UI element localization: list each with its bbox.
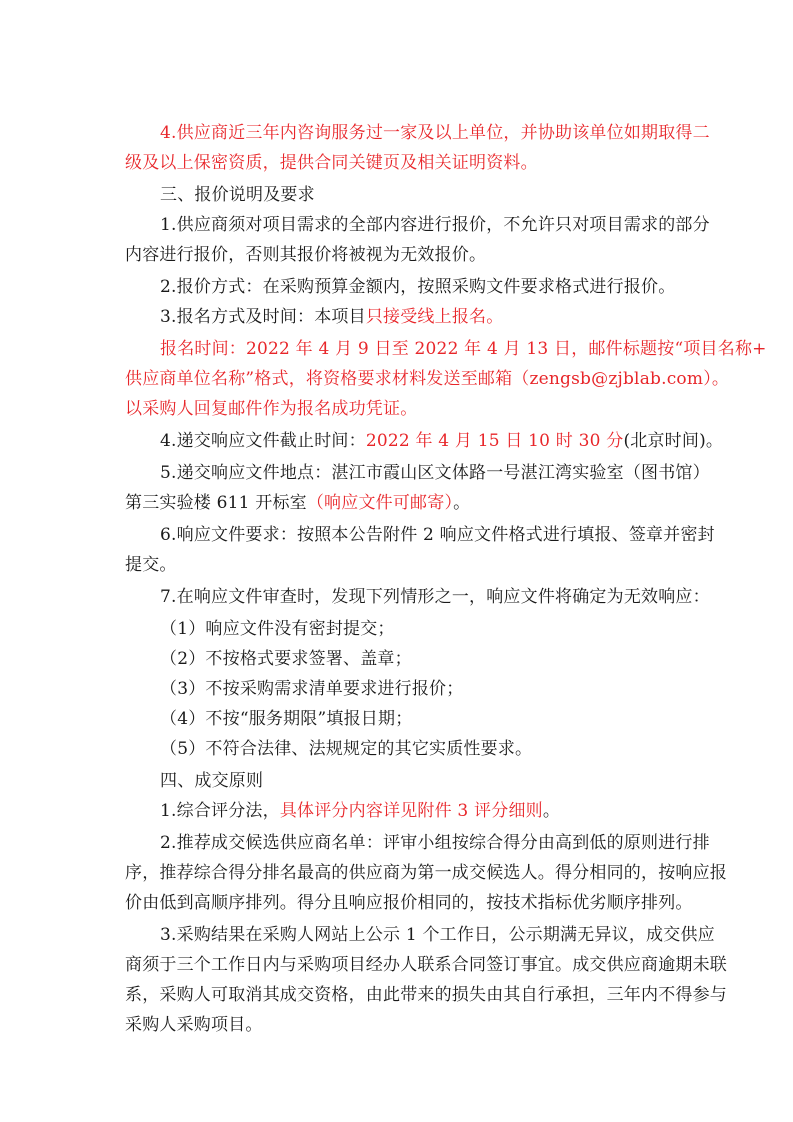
- highlighted-text: （响应文件可邮寄）: [306, 493, 454, 513]
- body-text: 3.采购结果在采购人网站上公示 1 个工作日，公示期满无异议，成交供应: [160, 925, 715, 945]
- text-line: [160, 770, 685, 792]
- highlighted-text: 级及以上保密资质，提供合同关键页及相关证明资料。: [125, 153, 538, 173]
- text-line: [160, 430, 724, 452]
- body-text: 1.供应商须对项目需求的全部内容进行报价，不允许只对项目需求的部分: [160, 215, 710, 235]
- text-line: [160, 214, 710, 236]
- highlighted-text: 报名时间：2022 年 4 月 9 日至 2022 年 4 月 13 日，邮件标题按“项目名称+: [160, 339, 767, 359]
- body-text: 序，推荐综合得分排名最高的供应商为第一成交候选人。得分相同的，按响应报: [125, 863, 727, 883]
- body-text: 6.响应文件要求：按照本公告附件 2 响应文件格式进行填报、签章并密封: [160, 525, 715, 545]
- text-line: [125, 492, 685, 514]
- body-text: 商须于三个工作日内与采购项目经办人联系合同签订事宜。成交供应商逾期未联: [125, 955, 727, 975]
- body-text: 1.综合评分法，: [160, 801, 280, 821]
- body-text: 2.推荐成交候选供应商名单：评审小组按综合得分由高到低的原则进行排: [160, 833, 710, 853]
- body-text: 价由低到高顺序排列。得分且响应报价相同的，按技术指标优劣顺序排列。: [125, 893, 693, 913]
- body-text: 3.报名方式及时间：本项目: [160, 307, 366, 327]
- text-line: [160, 122, 710, 144]
- body-text: （4）不按“服务期限”填报日期；: [160, 709, 413, 729]
- body-text: 系，采购人可取消其成交资格，由此带来的损失由其自行承担，三年内不得参与: [125, 985, 727, 1005]
- text-line: [160, 462, 710, 484]
- highlighted-text: 只接受线上报名。: [365, 307, 504, 327]
- body-text: 四、成交原则: [160, 771, 264, 791]
- text-line: [125, 954, 727, 976]
- text-line: [125, 152, 685, 174]
- text-line: [160, 678, 685, 700]
- text-line: [125, 398, 685, 420]
- text-line: [125, 892, 693, 914]
- text-line: [160, 184, 685, 206]
- body-text: 三、报价说明及要求: [160, 185, 315, 205]
- text-line: [125, 862, 727, 884]
- text-line: [160, 338, 767, 360]
- text-line: [125, 554, 685, 576]
- text-line: [125, 244, 685, 266]
- highlighted-text: 供应商单位名称”格式，将资格要求材料发送至邮箱（zengsb@zjblab.com）。: [125, 369, 730, 389]
- highlighted-text: 具体评分内容详见附件 3 评分细则: [279, 801, 543, 821]
- text-line: [125, 984, 727, 1006]
- text-line: [160, 276, 685, 298]
- text-line: [160, 708, 685, 730]
- body-text: （5）不符合法律、法规规定的其它实质性要求。: [160, 739, 533, 759]
- text-line: [160, 306, 685, 328]
- body-text: 5.递交响应文件地点：湛江市霞山区文体路一号湛江湾实验室（图书馆）: [160, 463, 710, 483]
- body-text: 7.在响应文件审查时，发现下列情形之一，响应文件将确定为无效响应：: [160, 587, 710, 607]
- body-text: 。: [453, 493, 471, 513]
- text-line: [160, 924, 715, 946]
- text-line: [160, 648, 685, 670]
- text-line: [125, 368, 730, 390]
- body-text: 第三实验楼 611 开标室: [125, 493, 307, 513]
- body-text: 内容进行报价，否则其报价将被视为无效报价。: [125, 245, 487, 265]
- text-line: [160, 524, 715, 546]
- body-text: （2）不按格式要求签署、盖章；: [160, 649, 412, 669]
- body-text: 采购人采购项目。: [125, 1015, 263, 1035]
- text-line: [160, 738, 685, 760]
- body-text: 2.报价方式：在采购预算金额内，按照采购文件要求格式进行报价。: [160, 277, 676, 297]
- body-text: 4.递交响应文件截止时间：: [160, 431, 366, 451]
- text-line: [160, 832, 710, 854]
- text-line: [160, 800, 685, 822]
- text-line: [160, 586, 710, 608]
- body-text: （1）响应文件没有密封提交；: [160, 619, 395, 639]
- body-text: 。: [542, 801, 561, 821]
- body-text: 提交。: [125, 555, 177, 575]
- text-line: [125, 1014, 685, 1036]
- body-text: （3）不按采购需求清单要求进行报价；: [160, 679, 464, 699]
- highlighted-text: 2022 年 4 月 15 日 10 时 30 分: [365, 431, 624, 451]
- body-text: (北京时间)。: [623, 431, 724, 451]
- text-line: [160, 618, 685, 640]
- highlighted-text: 以采购人回复邮件作为报名成功凭证。: [125, 399, 418, 419]
- highlighted-text: 4.供应商近三年内咨询服务过一家及以上单位，并协助该单位如期取得二: [160, 123, 710, 143]
